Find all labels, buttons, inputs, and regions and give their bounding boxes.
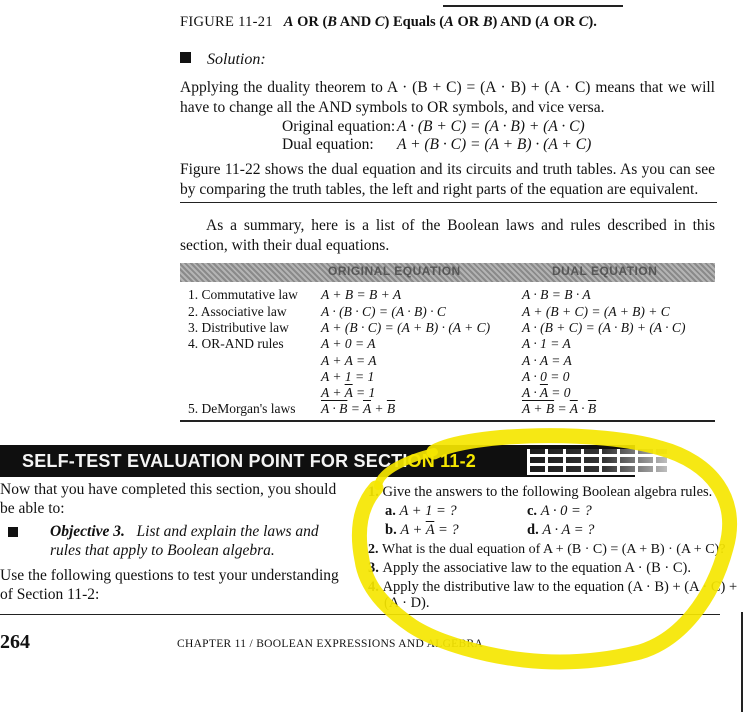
table-row: 5. DeMorgan's laws $A \cdot B = \overline{A} + \overline{B}$ $A + B = \overline{A} \cdot \overline{B}$: [188, 401, 597, 416]
table-row: A + 1 = 1 A · 0 = 0: [321, 369, 570, 384]
question-2: 2. What is the dual equation of A + (B · C) = (A + B) · (A + C)?: [368, 542, 726, 557]
question-1a: a. A + 1 = ?: [385, 503, 457, 519]
self-test-intro: Now that you have completed this section, you should be able to:: [0, 481, 337, 517]
original-equation-row: [282, 117, 585, 136]
original-equation-label: Original equation:: [282, 118, 396, 135]
table-row: A + A = A A · A = A: [321, 353, 572, 368]
top-rule: [443, 0, 623, 7]
dual-equation: A + (B · C) = (A + B) · (A + C): [397, 136, 592, 153]
table-bottom-rule: [180, 420, 715, 422]
header-dual-equation: DUAL EQUATION: [552, 264, 658, 278]
table-row: 4. OR-AND rules A + 0 = A A · 1 = A: [188, 336, 571, 351]
table-row: 3. Distributive law A + (B · C) = (A + B) · (A + C) A · (B + C) = (A · B) + (A · C): [188, 320, 686, 335]
question-4: 4. Apply the distributive law to the equation (A · B) + (A · C) +: [368, 579, 738, 595]
running-head: CHAPTER 11 / BOOLEAN EXPRESSIONS AND ALGEBRA: [177, 638, 484, 650]
summary-intro: As a summary, here is a list of the Boolean laws and rules described in this section, with their dual equations.: [180, 217, 715, 254]
dual-equation-label: Dual equation:: [282, 136, 374, 153]
solution-paragraph: Applying the duality theorem to A · (B + C) = (A · B) + (A · C) means that we will have to change all the AND symbols to OR symbols, and vice versa.: [180, 79, 715, 116]
objective-label: Objective 3.: [50, 523, 125, 540]
page-number: 264: [0, 631, 30, 653]
page-edge-line: [741, 612, 749, 712]
banner-grid-graphic: [527, 449, 667, 475]
objective-text: List and explain the laws and rules that apply to Boolean algebra.: [50, 523, 319, 559]
figure-caption: FIGURE 11-21 A OR (B AND C) Equals (A OR B) AND (A OR C).: [180, 14, 597, 30]
header-original-equation: ORIGINAL EQUATION: [328, 264, 461, 278]
solution-heading: Solution:: [180, 51, 266, 69]
bullet-square-icon: [8, 527, 18, 537]
self-test-title: SELF-TEST EVALUATION POINT FOR SECTION 11-2: [22, 451, 476, 471]
dual-equation-row: [282, 135, 591, 154]
question-3: 3. Apply the associative law to the equation A · (B · C).: [368, 560, 691, 576]
table-row: $A + \overline{A} = 1$ $A \cdot \overline{A} = 0$: [321, 385, 571, 400]
table-row: 2. Associative law A · (B · C) = (A · B) · C A + (B + C) = (A + B) + C: [188, 304, 670, 319]
original-equation: A · (B + C) = (A · B) + (A · C): [397, 118, 585, 135]
footer-divider: [0, 614, 720, 615]
question-1: 1. Give the answers to the following Boolean algebra rules.: [368, 484, 713, 500]
section-divider: [180, 202, 717, 203]
table-header: [180, 263, 715, 282]
question-1c: c. A · 0 = ?: [527, 503, 592, 519]
question-4-continued: (A · D).: [384, 595, 430, 611]
bullet-square-icon: [180, 52, 191, 63]
question-1d: d. A · A = ?: [527, 522, 595, 538]
question-1b: b. $A + \overline{A}$ = ?: [385, 522, 459, 538]
self-test-instructions: Use the following questions to test your understanding of Section 11-2:: [0, 567, 339, 603]
conclusion-paragraph: Figure 11-22 shows the dual equation and its circuits and truth tables. As you can see by comparing the truth tables, the left and right parts of the equation are equivalent.: [180, 161, 715, 198]
figure-number: FIGURE 11-21: [180, 14, 273, 30]
table-row: 1. Commutative law A + B = B + A A · B = B · A: [188, 287, 591, 302]
